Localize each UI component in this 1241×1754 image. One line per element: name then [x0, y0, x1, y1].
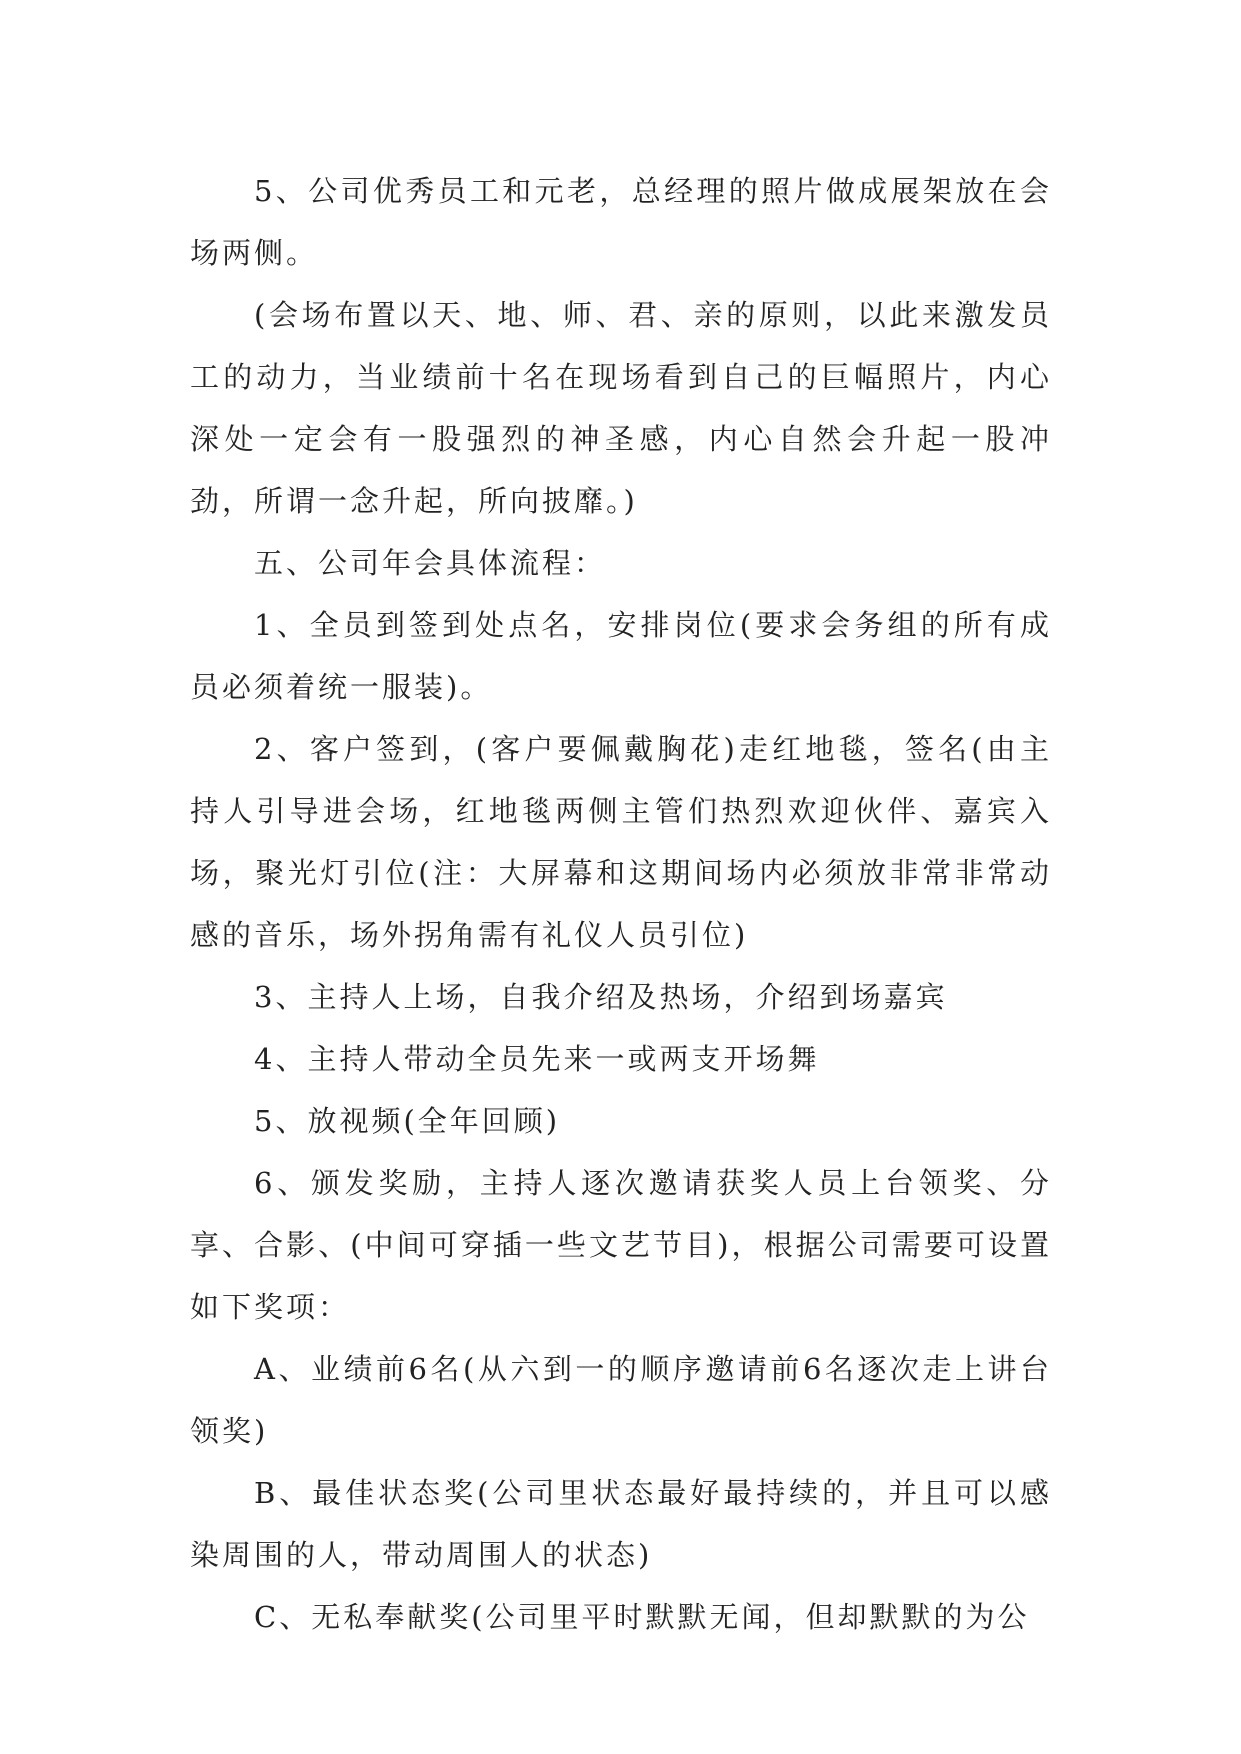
paragraph-award-b-best-state: B、最佳状态奖(公司里状态最好最持续的，并且可以感染周围的人，带动周围人的状态)	[190, 1476, 1052, 1572]
document-body	[190, 160, 1052, 1648]
section-heading-annual-meeting-process: 五、公司年会具体流程：	[254, 546, 607, 580]
paragraph-step-6-awards: 6、颁发奖励，主持人逐次邀请获奖人员上台领奖、分享、合影、(中间可穿插一些文艺节目)，根据公司需要可设置如下奖项：	[190, 1166, 1052, 1324]
paragraph-step-2-guest-red-carpet: 2、客户签到，(客户要佩戴胸花)走红地毯，签名(由主持人引导进会场，红地毯两侧主管们热烈欢迎伙伴、嘉宾入场，聚光灯引位(注：大屏幕和这期间场内必须放非常非常动感的音乐，场外拐角需有礼仪人员引位)	[190, 732, 1052, 952]
paragraph-step-3-host-opening: 3、主持人上场，自我介绍及热场，介绍到场嘉宾	[254, 980, 948, 1014]
paragraph-step-5-video: 5、放视频(全年回顾)	[254, 1104, 561, 1138]
paragraph-award-c-dedication: C、无私奉献奖(公司里平时默默无闻，但却默默的为公	[254, 1600, 1030, 1634]
paragraph-venue-principle-note: (会场布置以天、地、师、君、亲的原则，以此来激发员工的动力，当业绩前十名在现场看到自己的巨幅照片，内心深处一定会有一股强烈的神圣感，内心自然会升起一股冲劲，所谓一念升起，所向披靡。)	[190, 298, 1052, 518]
paragraph-exhibition-stands: 5、公司优秀员工和元老，总经理的照片做成展架放在会场两侧。	[190, 174, 1052, 270]
paragraph-step-1-sign-in: 1、全员到签到处点名，安排岗位(要求会务组的所有成员必须着统一服装)。	[190, 608, 1052, 704]
paragraph-award-a-top-performers: A、业绩前6名(从六到一的顺序邀请前6名逐次走上讲台领奖)	[190, 1352, 1052, 1448]
paragraph-step-4-opening-dance: 4、主持人带动全员先来一或两支开场舞	[254, 1042, 820, 1076]
